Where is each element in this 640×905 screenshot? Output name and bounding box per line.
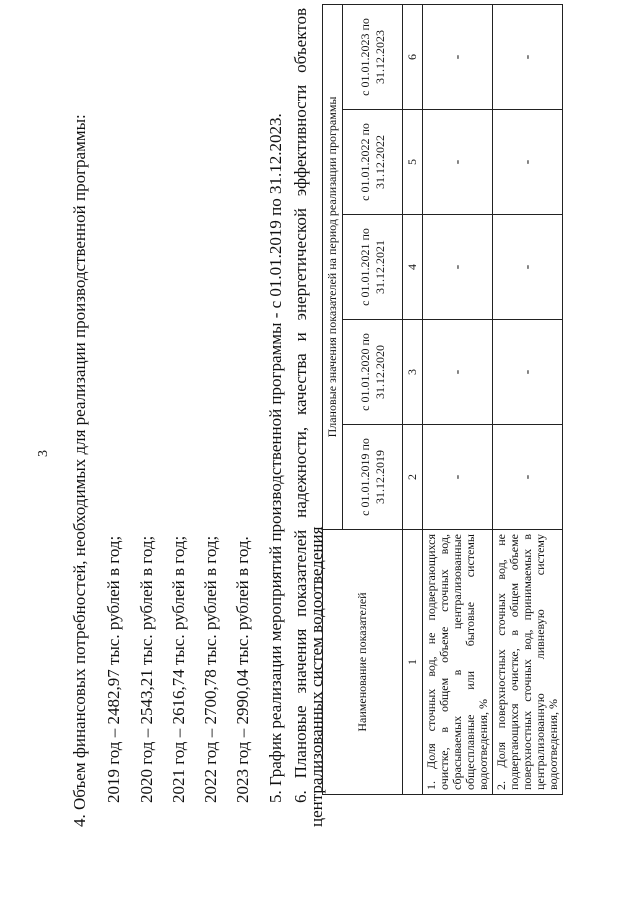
section-4-heading: 4. Объем финансовых потребностей, необходимых для реализации производственной программы: [70, 114, 89, 827]
value-cell: - [423, 215, 493, 320]
column-number: 4 [403, 215, 423, 320]
value-cell: - [493, 110, 563, 215]
column-number: 1 [403, 530, 423, 795]
column-number: 5 [403, 110, 423, 215]
header-indicator-name: Наименование показателей [323, 530, 403, 795]
financing-item-2019: 2019 год – 2482,97 тыс. рублей в год; [104, 535, 123, 803]
period-2022-header: с 01.01.2022 по 31.12.2022 [343, 110, 403, 215]
value-cell: - [493, 215, 563, 320]
page-number: 3 [36, 450, 51, 457]
column-number: 6 [403, 4, 423, 109]
period-2023-header: с 01.01.2023 по 31.12.2023 [343, 4, 403, 109]
planned-indicators-table [322, 4, 563, 795]
value-cell: - [493, 425, 563, 530]
value-cell: - [423, 425, 493, 530]
section-5-text: 5. График реализации мероприятий производственной программы - с 01.01.2019 по 31.12.2023. [266, 113, 285, 803]
financing-item-2021: 2021 год – 2616,74 тыс. рублей в год; [169, 535, 188, 803]
financing-item-2022: 2022 год – 2700,78 тыс. рублей в год; [201, 535, 220, 803]
section-6-title-line2: централизованных систем водоотведения [307, 526, 326, 827]
indicator-name-cell: 2. Доля поверхностных сточных вод, не подвергающихся очистке, в общем объеме поверхностных сточных вод, принимаемых в централизованную ливневую систему водоотведения, % [493, 530, 563, 795]
value-cell: - [423, 4, 493, 109]
value-cell: - [423, 110, 493, 215]
financing-item-2023: 2023 год – 2990,04 тыс. рублей в год. [233, 536, 252, 803]
value-cell: - [493, 4, 563, 109]
financing-item-2020: 2020 год – 2543,21 тыс. рублей в год; [137, 535, 156, 803]
period-2019-header: с 01.01.2019 по 31.12.2019 [343, 425, 403, 530]
header-planned-values: Плановые значения показателей на период реализации программы [323, 4, 343, 529]
value-cell: - [423, 320, 493, 425]
column-number: 3 [403, 320, 423, 425]
column-number: 2 [403, 425, 423, 530]
period-2021-header: с 01.01.2021 по 31.12.2021 [343, 215, 403, 320]
section-6-title-line1: 6. Плановые значения показателей надежности, качества и энергетической эффективности объектов [291, 8, 310, 803]
table-row [423, 4, 493, 794]
indicator-name-cell: 1. Доля сточных вод, не подвергающихся очистке, в общем объеме сточных вод, сбрасываемых в централизованные общесплавные или бытовые системы водоотведения, % [423, 530, 493, 795]
table-row [493, 4, 563, 794]
period-2020-header: с 01.01.2020 по 31.12.2020 [343, 320, 403, 425]
value-cell: - [493, 320, 563, 425]
